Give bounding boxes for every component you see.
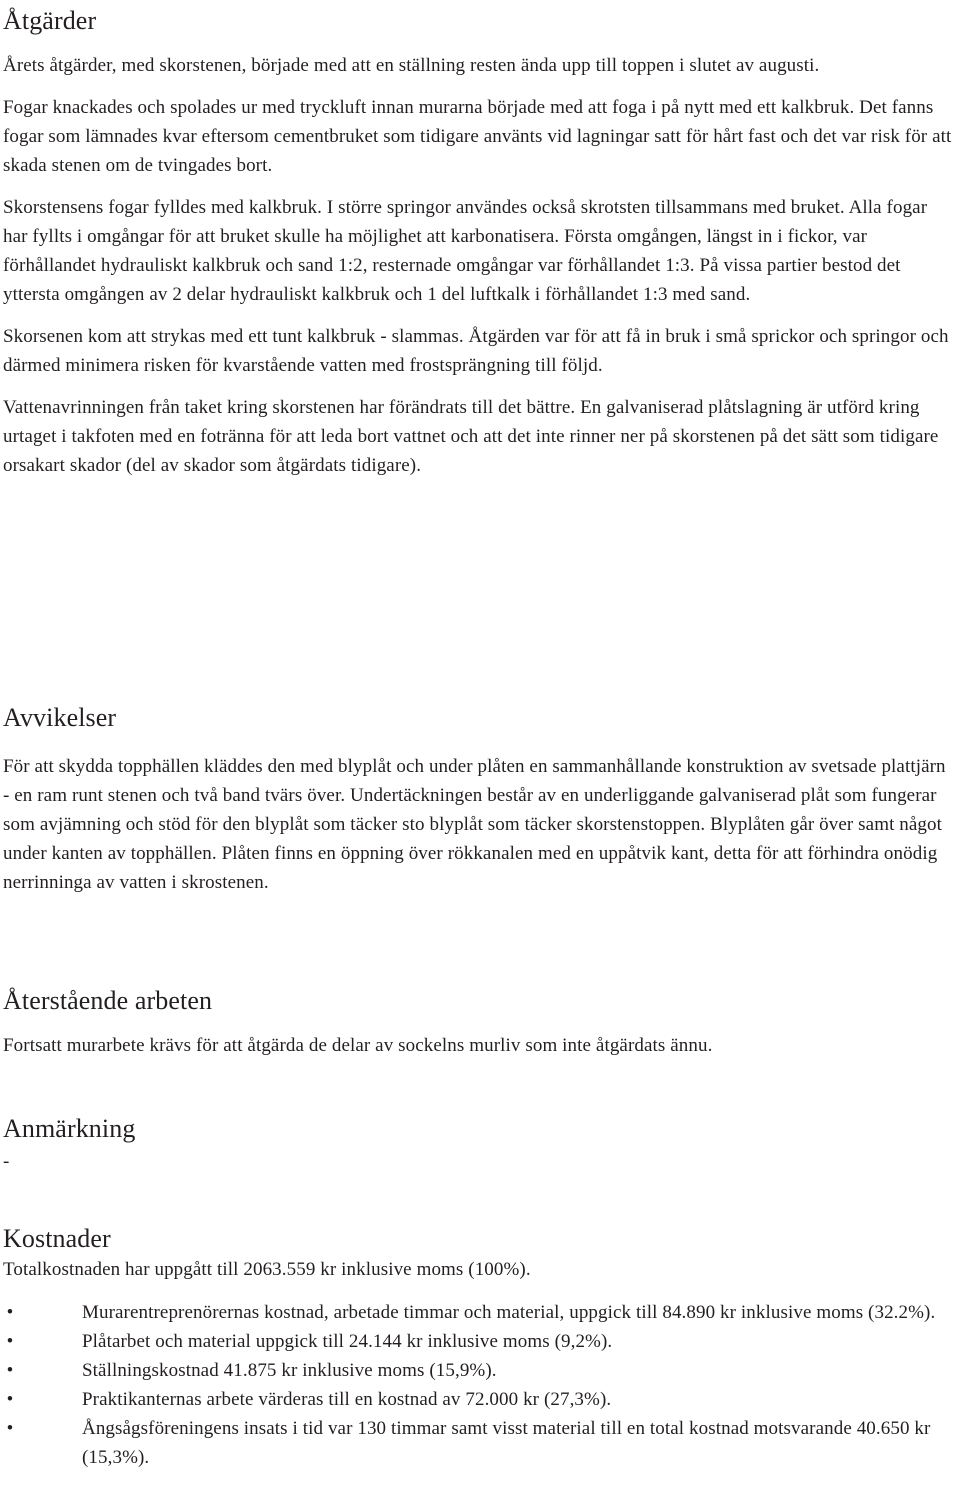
section-avvikelser: [3, 702, 956, 897]
bullet-icon: •: [6, 1302, 14, 1323]
list-item-text: Ställningskostnad 41.875 kr inklusive moms (15,9%).: [82, 1360, 497, 1381]
list-item: [3, 1327, 956, 1356]
list-item: [3, 1298, 956, 1327]
bullet-icon: •: [6, 1360, 14, 1381]
total-cost-text: Totalkostnaden har uppgått till 2063.559 kr inklusive moms (100%).: [3, 1259, 531, 1280]
section-heading-avvikelser: Avvikelser: [3, 703, 117, 732]
list-item-text: Plåtarbet och material uppgick till 24.144 kr inklusive moms (9,2%).: [82, 1331, 613, 1352]
paragraph: Fortsatt murarbete krävs för att åtgärda de delar av sockelns murliv som inte åtgärdats ännu.: [3, 1035, 713, 1056]
section-heading-aterstaende-arbeten: Återstående arbeten: [3, 986, 213, 1015]
section-heading-atgarder: Åtgärder: [3, 6, 97, 35]
bullet-icon: •: [6, 1418, 14, 1439]
paragraph: Skorsenen kom att strykas med ett tunt kalkbruk - slammas. Åtgärden var för att få in bruk i små sprickor och springor och därmed minimera risken för kvarstående vatten med frostsprängning till följd.: [3, 326, 949, 376]
bullet-icon: •: [6, 1389, 14, 1410]
section-heading-kostnader: Kostnader: [3, 1224, 111, 1253]
list-item: [3, 1385, 956, 1414]
paragraph: Årets åtgärder, med skorstenen, började med att en ställning resten ända upp till toppen i slutet av augusti.: [3, 55, 820, 76]
list-item: [3, 1414, 956, 1472]
list-item-text: Murarentreprenörernas kostnad, arbetade timmar och material, uppgick till 84.890 kr inklusive moms (32.2%).: [82, 1302, 936, 1323]
list-item: [3, 1356, 956, 1385]
section-kostnader: [3, 1223, 956, 1472]
paragraph: Skorstensens fogar fylldes med kalkbruk. I större springor användes också skrotsten tillsammans med bruket. Alla fogar har fyllts i omgångar för att bruket skulle ha möjlighet att karbonatisera. Första omgången, längst in i fickor, var förhållandet hydrauliskt kalkbruk och sand 1:2, resternade omgångar var förhållandet 1:3. På vissa partier bestod det yttersta omgången av 2 delar hydrauliskt kalkbruk och 1 del luftkalk i förhållandet 1:3 med sand.: [3, 197, 928, 305]
section-heading-anmarkning: Anmärkning: [3, 1114, 136, 1143]
paragraph: Fogar knackades och spolades ur med tryckluft innan murarna började med att foga i på nytt med ett kalkbruk. Det fanns fogar som lämnades kvar eftersom cementbruket som tidigare använts vid lagningar satt för hårt fast och det var risk för att skada stenen om de tvingades bort.: [3, 97, 952, 176]
section-aterstaende-arbeten: [3, 985, 956, 1060]
list-item-text: Praktikanternas arbete värderas till en kostnad av 72.000 kr (27,3%).: [82, 1389, 612, 1410]
cost-list: [3, 1298, 956, 1472]
section-anmarkning: [3, 1113, 956, 1176]
paragraph: Vattenavrinningen från taket kring skorstenen har förändrats till det bättre. En galvaniserad plåtslagning är utförd kring urtaget i takfoten med en fotränna för att leda bort vattnet och att det inte rinner ner på skorstenen på det sätt som tidigare orsakart skador (del av skador som åtgärdats tidigare).: [3, 397, 939, 476]
bullet-icon: •: [6, 1331, 14, 1352]
paragraph: -: [3, 1151, 10, 1172]
list-item-text: Ångsågsföreningens insats i tid var 130 timmar samt visst material till en total kostnad motsvarande 40.650 kr (15,3%).: [82, 1418, 931, 1468]
paragraph: För att skydda topphällen kläddes den med blyplåt och under plåten en sammanhållande konstruktion av svetsade plattjärn - en ram runt stenen och två band tvärs över. Undertäckningen består av en underliggande galvaniserad plåt som fungerar som avjämning och stöd för den blyplåt som täcker sto blyplåt som täcker skorstenstoppen. Blyplåten går över samt något under kanten av topphällen. Plåten finns en öppning över rökkanalen med en uppåtvik kant, detta för att förhindra onödig nerrinninga av vatten i skrostenen.: [3, 756, 946, 893]
section-atgarder: [3, 5, 956, 493]
